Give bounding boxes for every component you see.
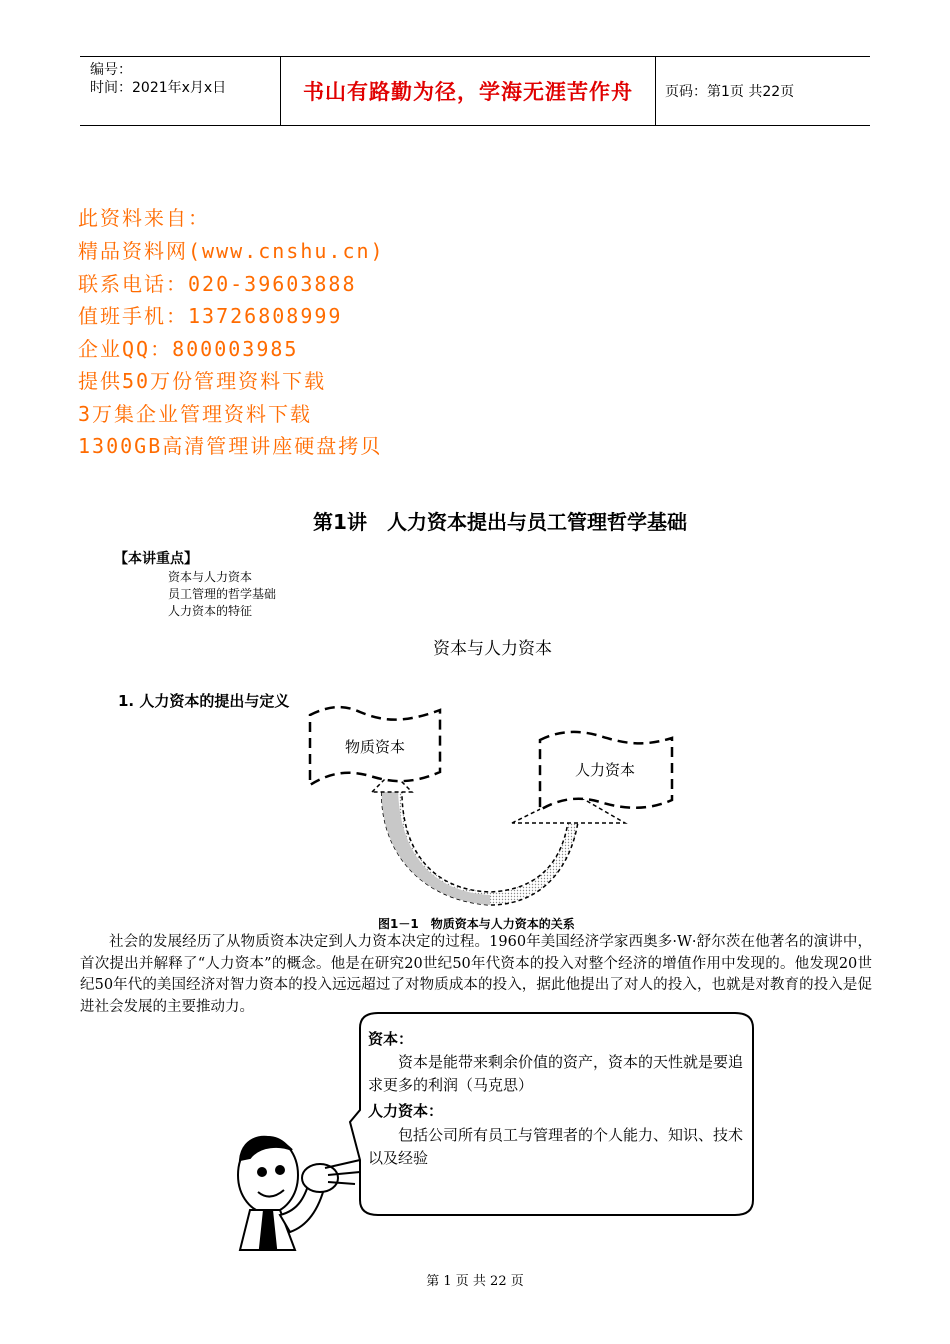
promo-line-6: 提供50万份管理资料下载 — [78, 369, 327, 393]
key-point-item: 员工管理的哲学基础 — [168, 587, 277, 601]
header-table — [80, 56, 870, 126]
key-point-item: 人力资本的特征 — [168, 604, 253, 618]
arrow-shaded-band — [382, 785, 490, 905]
header-center-cell — [280, 57, 656, 125]
promo-line-1: 此资料来自： — [78, 206, 210, 230]
cartoon-presenter — [238, 1137, 360, 1250]
page-footer: 第 1 页 共 22 页 — [426, 1274, 524, 1289]
presenter-eye — [258, 1168, 266, 1176]
callout-human-capital-text: 包括公司所有员工与管理者的个人能力、知识、技术以及经验 — [368, 1126, 744, 1167]
page-info: 页码：第1页 共22页 — [665, 84, 795, 100]
callout-human-capital-label: 人力资本： — [368, 1102, 444, 1120]
lecture-title: 第1讲 人力资本提出与员工管理哲学基础 — [313, 510, 687, 534]
flag-left-label: 物质资本 — [344, 738, 406, 756]
date-label: 时间：2021年x月x日 — [90, 80, 227, 96]
promo-line-5: 企业QQ：800003985 — [78, 337, 299, 361]
promo-line-7: 3万集企业管理资料下载 — [78, 402, 313, 426]
body-paragraph: 社会的发展经历了从物质资本决定到人力资本决定的过程。1960年美国经济学家西奥多·W·舒尔茨在他著名的演讲中，首次提出并解释了“人力资本”的概念。他是在研究20世纪50年代资本的投入对整个经济的增值作用中发现的。他发现20世纪50年代的美国经济对智力资本的投入远远超过了对物质成本的投入，据此他提出了对人的投入，也就是对教育的投入是促进社会发展的主要推动力。 — [80, 934, 872, 1015]
presenter-hand — [302, 1164, 338, 1192]
figure-caption: 图1－1 物质资本与人力资本的关系 — [378, 917, 575, 931]
capital-relationship-diagram — [300, 700, 690, 915]
presenter-eye — [276, 1166, 284, 1174]
promo-line-8: 1300GB高清管理讲座硬盘拷贝 — [78, 434, 383, 458]
callout-capital-text: 资本是能带来剩余价值的资产，资本的天性就是要追求更多的利润（马克思） — [368, 1053, 744, 1094]
header-right-cell — [655, 57, 870, 125]
slogan: 书山有路勤为径，学海无涯苦作舟 — [303, 80, 633, 104]
key-point-item: 资本与人力资本 — [168, 570, 253, 584]
promo-line-2: 精品资料网(www.cnshu.cn) — [78, 239, 385, 263]
presenter-tie — [260, 1210, 276, 1248]
promo-line-3: 联系电话：020-39603888 — [78, 272, 357, 296]
section-title: 资本与人力资本 — [433, 639, 552, 659]
promo-line-4: 值班手机：13726808999 — [78, 304, 343, 328]
key-points-heading: 【本讲重点】 — [114, 551, 198, 567]
number-label: 编号： — [90, 62, 132, 78]
header-left-cell — [80, 57, 280, 125]
subsection-title: 1. 人力资本的提出与定义 — [118, 692, 290, 710]
flag-right-label: 人力资本 — [574, 761, 636, 779]
callout-capital-label: 资本： — [368, 1030, 414, 1048]
